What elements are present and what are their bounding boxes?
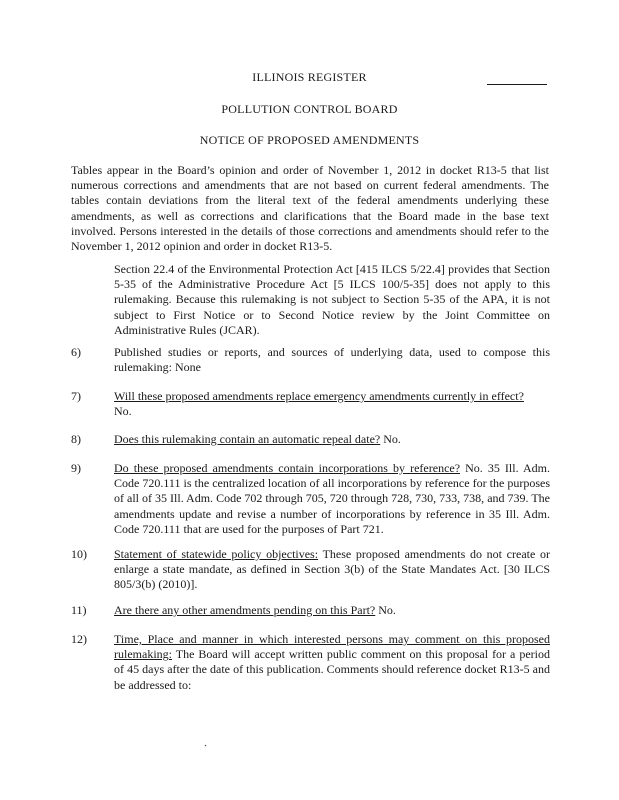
item-number: 11) (71, 603, 87, 617)
item-number: 8) (71, 432, 81, 446)
item-question: Time, Place and manner in which interested persons may comment on this proposed rulemaking: (114, 632, 550, 662)
item-body (114, 461, 550, 537)
item-question: Do these proposed amendments contain incorporations by reference? (114, 461, 461, 475)
item-number: 10) (71, 547, 87, 561)
scan-speck (204, 744, 207, 747)
item-body (114, 432, 550, 447)
item-answer: No. (114, 404, 132, 419)
item-body (114, 632, 550, 693)
section-note-paragraph: Section 22.4 of the Environmental Protection Act [415 ILCS 5/22.4] provides that Section 5-35 of the Administrative Procedure Act [5 ILCS 100/5-35] does not apply to this rulemaking. Because this rulemaking is not subject to Section 5-35 of the APA, it is not subject to First Notice or to Second Notice review by the Joint Committee on Administrative Rules (JCAR). (114, 262, 550, 337)
item-question: Published studies or reports, and sources of underlying data, used to compose this rulemaking: (114, 345, 550, 375)
item-number: 6) (71, 345, 81, 359)
item-number: 7) (71, 389, 81, 403)
item-number: 9) (71, 461, 81, 475)
item-answer: No. (378, 603, 396, 617)
item-question: Does this rulemaking contain an automatic repeal date? (114, 432, 381, 446)
item-answer: None (174, 360, 201, 375)
board-title: POLLUTION CONTROL BOARD (221, 102, 398, 116)
item-body (114, 603, 550, 618)
header-rule-right (487, 84, 547, 85)
item-answer: These proposed amendments do not create or enlarge a state mandate, as defined in Section 3(b) of the State Mandates Act. [30 ILCS 805/3(b) (2010)]. (114, 547, 550, 592)
notice-title: NOTICE OF PROPOSED AMENDMENTS (199, 133, 420, 147)
item-answer: No. (383, 432, 401, 446)
item-body (114, 389, 550, 419)
item-body (114, 345, 550, 375)
intro-paragraph: Tables appear in the Board’s opinion and order of November 1, 2012 in docket R13-5 that list numerous corrections and amendments that are not based on current federal amendments. The tables contain deviations from the literal text of the federal amendments underlying these amendments, as well as corrections and clarifications that the Board made in the base text involved. Persons interested in the details of those corrections and amendments should refer to the November 1, 2012 opinion and order in docket R13-5. (71, 163, 549, 254)
register-title: ILLINOIS REGISTER (252, 70, 367, 84)
item-question: Statement of statewide policy objectives: (114, 547, 319, 561)
item-number: 12) (71, 632, 87, 646)
item-question: Are there any other amendments pending on this Part? (114, 603, 376, 617)
item-question: Will these proposed amendments replace emergency amendments currently in effect? (114, 389, 524, 403)
item-answer: No. 35 Ill. Adm. Code 720.111 is the centralized location of all incorporations by reference for the purposes of all of 35 Ill. Adm. Code 702 through 705, 720 through 728, 730, 733, 738, and 739. The amendments update and revise a number of incorporations by reference in 35 Ill. Adm. Code 720.111 that are used for the purposes of Part 721. (114, 461, 551, 536)
item-answer: The Board will accept written public comment on this proposal for a period of 45 days after the date of this publication. Comments should reference docket R13-5 and be addressed to: (114, 647, 550, 692)
item-body (114, 547, 550, 593)
